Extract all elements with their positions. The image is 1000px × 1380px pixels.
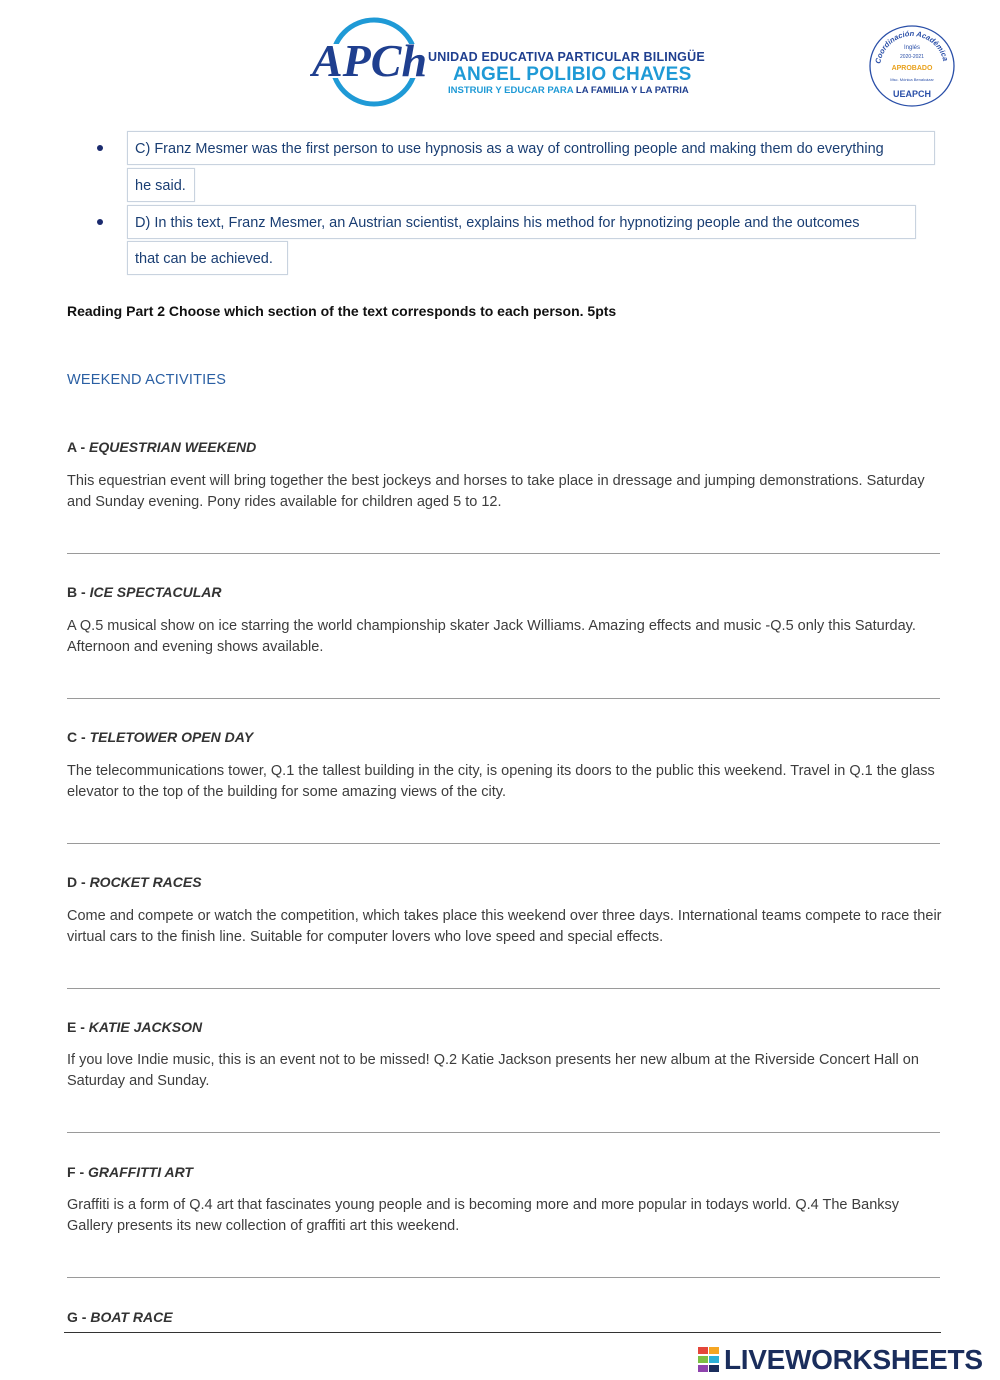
school-motto: INSTRUIR Y EDUCAR PARA LA FAMILIA Y LA PATRIA [448,85,689,96]
activity-heading-b: B - ICE SPECTACULAR [67,584,222,600]
divider [67,1132,940,1133]
option-d-line1[interactable]: D) In this text, Franz Mesmer, an Austrian scientist, explains his method for hypnotizing people and the outcomes [127,205,916,239]
svg-text:Msc. Mónica Benalcázar: Msc. Mónica Benalcázar [890,77,934,82]
activity-body-f: Graffiti is a form of Q.4 art that fascinates young people and is becoming more and more popular in todays world. Q.4 The Banksy Gallery presents its new collection of graffiti art this weekend. [67,1197,900,1234]
approval-seal [868,24,956,108]
svg-text:Inglés: Inglés [903,45,921,51]
activity-heading-d: D - ROCKET RACES [67,874,202,890]
bullet-option-d [97,219,103,225]
apch-logo [310,14,440,110]
bullet-option-c [97,145,103,151]
activity-heading-c: C - TELETOWER OPEN DAY [67,729,254,745]
activity-body-e: If you love Indie music, this is an event not to be missed! Q.2 Katie Jackson presents her new album at the Riverside Concert Hall on Saturday and Sunday. [67,1052,919,1089]
divider [67,1277,940,1278]
section-title: Reading Part 2 Choose which section of the text corresponds to each person. 5pts [67,303,617,319]
weekend-activities-title: WEEKEND ACTIVITIES [67,372,227,388]
option-c-line1[interactable]: C) Franz Mesmer was the first person to use hypnosis as a way of controlling people and making them do everything [127,131,935,165]
divider [67,988,940,989]
activity-heading-f: F - GRAFFITTI ART [67,1164,193,1180]
page-header [0,0,1000,120]
activity-body-b: A Q.5 musical show on ice starring the world championship skater Jack Williams. Amazing effects and music -Q.5 only this Saturday. Afternoon and evening shows available. [67,618,916,655]
divider [64,1332,941,1333]
divider [67,553,940,554]
activity-body-d: Come and compete or watch the competition, which takes place this weekend over three days. International teams compete to race their virtual cars to the finish line. Suitable for computer lovers who love speed and special effects. [67,908,942,945]
liveworksheets-icon [698,1347,720,1372]
svg-text:2020-2021: 2020-2021 [900,54,924,60]
svg-text:Coordinación Académica: Coordinación Académica [873,28,951,65]
svg-text:UEAPCH: UEAPCH [892,89,932,99]
option-c-line2[interactable]: he said. [127,168,195,202]
option-d-line2[interactable]: that can be achieved. [127,241,288,275]
activity-heading-g: G - BOAT RACE [67,1309,173,1325]
activity-heading-a: A - EQUESTRIAN WEEKEND [67,439,257,455]
brand-text: LIVEWORKSHEETS [724,1344,983,1375]
svg-text:APROBADO: APROBADO [891,65,933,72]
logo-text: APCh [312,35,428,86]
divider [67,843,940,844]
activity-heading-e: E - KATIE JACKSON [67,1019,203,1035]
activity-body-a: This equestrian event will bring together the best jockeys and horses to take place in dressage and jumping demonstrations. Saturday and Sunday evening. Pony rides available for children aged 5 to 12. [67,473,925,510]
school-type: UNIDAD EDUCATIVA PARTICULAR BILINGÜE [428,50,705,64]
activity-body-c: The telecommunications tower, Q.1 the tallest building in the city, is opening its doors to the public this weekend. Travel in Q.1 the glass elevator to the top of the building for some amazing views of the city. [67,763,935,800]
school-name: ANGEL POLIBIO CHAVES [453,64,692,85]
divider [67,698,940,699]
